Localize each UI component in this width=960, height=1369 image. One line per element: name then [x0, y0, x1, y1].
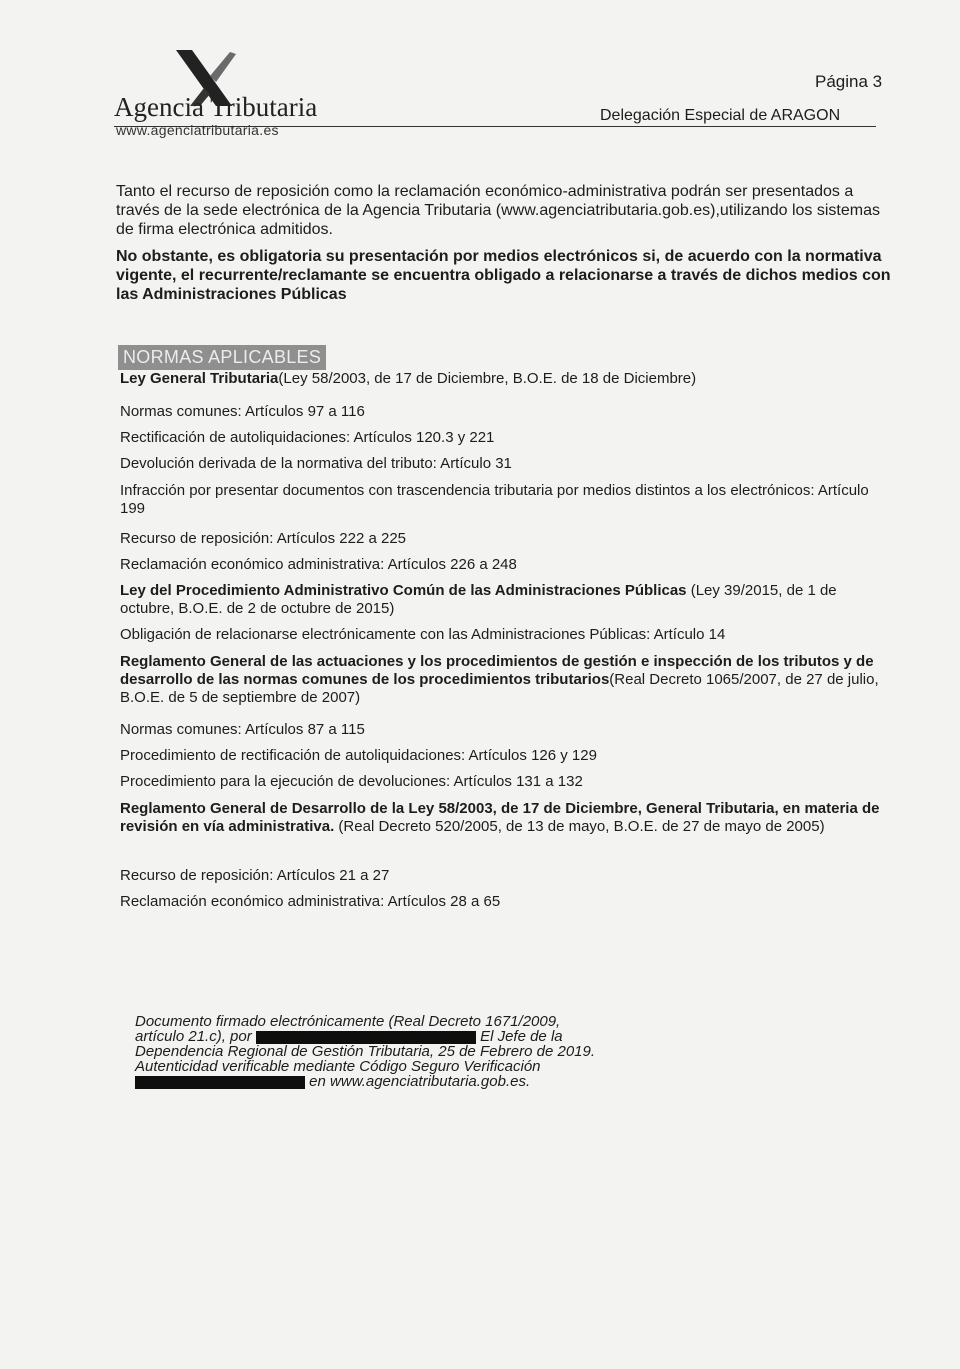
redacted-csv-code	[135, 1076, 305, 1089]
page-number: Página 3	[815, 72, 883, 91]
ley-title: Reglamento General de Desarrollo de la Ley 58/2003, de 17 de Diciembre, General Tributaria, en materia de revisión en vía administrativa.	[120, 800, 880, 835]
reglamento-gestion-inspeccion	[120, 653, 890, 707]
list-item: Procedimiento para la ejecución de devoluciones: Artículos 131 a 132	[120, 773, 583, 790]
ley-title: Reglamento General de las actuaciones y los procedimientos de gestión e inspección de los tributos y de desarrollo de las normas comunes de los procedimientos tributarios	[120, 653, 874, 688]
section-heading: NORMAS APLICABLES	[118, 345, 326, 370]
list-item: Normas comunes: Artículos 97 a 116	[120, 403, 365, 420]
logo-url: www.agenciatributaria.es	[116, 122, 279, 138]
paragraph-electronic-obligation: No obstante, es obligatoria su presentación por medios electrónicos si, de acuerdo con la normativa vigente, el recurrente/reclamante se encuentra obligado a relacionarse a través de dichos medios con las Administraciones Públicas	[116, 248, 891, 303]
list-item: Infracción por presentar documentos con trascendencia tributaria por medios distintos a los electrónicos: Artículo 199	[120, 482, 869, 517]
signature-text: artículo 21.c), por	[135, 1028, 252, 1045]
delegation-label: Delegación Especial de ARAGON	[600, 107, 841, 124]
list-item: Reclamación económico administrativa: Artículos 28 a 65	[120, 893, 501, 910]
list-item: Devolución derivada de la normativa del tributo: Artículo 31	[120, 455, 512, 472]
signature-line: Autenticidad verificable mediante Código Seguro Verificación	[135, 1058, 541, 1075]
ley-reference: (Real Decreto 1065/2007, de 27 de julio, B.O.E. de 5 de septiembre de 2007)	[120, 671, 879, 706]
paragraph-submission: Tanto el recurso de reposición como la reclamación económico-administrativa podrán ser presentados a través de la sede electrónica de la Agencia Tributaria (www.agenciatributaria.gob.es),utilizando los sistemas de firma electrónica admitidos.	[116, 183, 880, 238]
list-item: Recurso de reposición: Artículos 21 a 27	[120, 867, 390, 884]
reglamento-revision	[120, 800, 890, 836]
signature-line: Dependencia Regional de Gestión Tributaria, 25 de Febrero de 2019.	[135, 1043, 596, 1060]
ley-reference: (Real Decreto 520/2005, de 13 de mayo, B.O.E. de 27 de mayo de 2005)	[334, 818, 825, 835]
list-item: Reclamación económico administrativa: Artículos 226 a 248	[120, 556, 517, 573]
signature-line	[135, 1074, 635, 1089]
signature-text: en www.agenciatributaria.gob.es.	[309, 1073, 531, 1090]
ley-title: Ley General Tributaria	[120, 370, 279, 387]
signature-line	[135, 1029, 635, 1044]
signature-text: El Jefe de la	[480, 1028, 563, 1045]
header-divider	[114, 126, 876, 127]
list-item: Obligación de relacionarse electrónicamente con las Administraciones Públicas: Artículo 14	[120, 626, 726, 643]
list-item: Recurso de reposición: Artículos 222 a 225	[120, 530, 407, 547]
list-item: Rectificación de autoliquidaciones: Artículos 120.3 y 221	[120, 429, 495, 446]
ley-general-tributaria	[120, 370, 696, 387]
redacted-name	[256, 1031, 476, 1044]
logo-name: Agencia Tributaria	[114, 92, 318, 122]
list-item: Procedimiento de rectificación de autoliquidaciones: Artículos 126 y 129	[120, 747, 597, 764]
ley-procedimiento-administrativo	[120, 582, 890, 618]
ley-reference: (Ley 58/2003, de 17 de Diciembre, B.O.E. de 18 de Diciembre)	[278, 370, 697, 387]
signature-block	[135, 1014, 635, 1089]
signature-line: Documento firmado electrónicamente (Real Decreto 1671/2009,	[135, 1013, 561, 1030]
list-item: Normas comunes: Artículos 87 a 115	[120, 721, 365, 738]
ley-title: Ley del Procedimiento Administrativo Común de las Administraciones Públicas	[120, 582, 687, 599]
ley-reference: (Ley 39/2015, de 1 de octubre, B.O.E. de 2 de octubre de 2015)	[120, 582, 837, 617]
